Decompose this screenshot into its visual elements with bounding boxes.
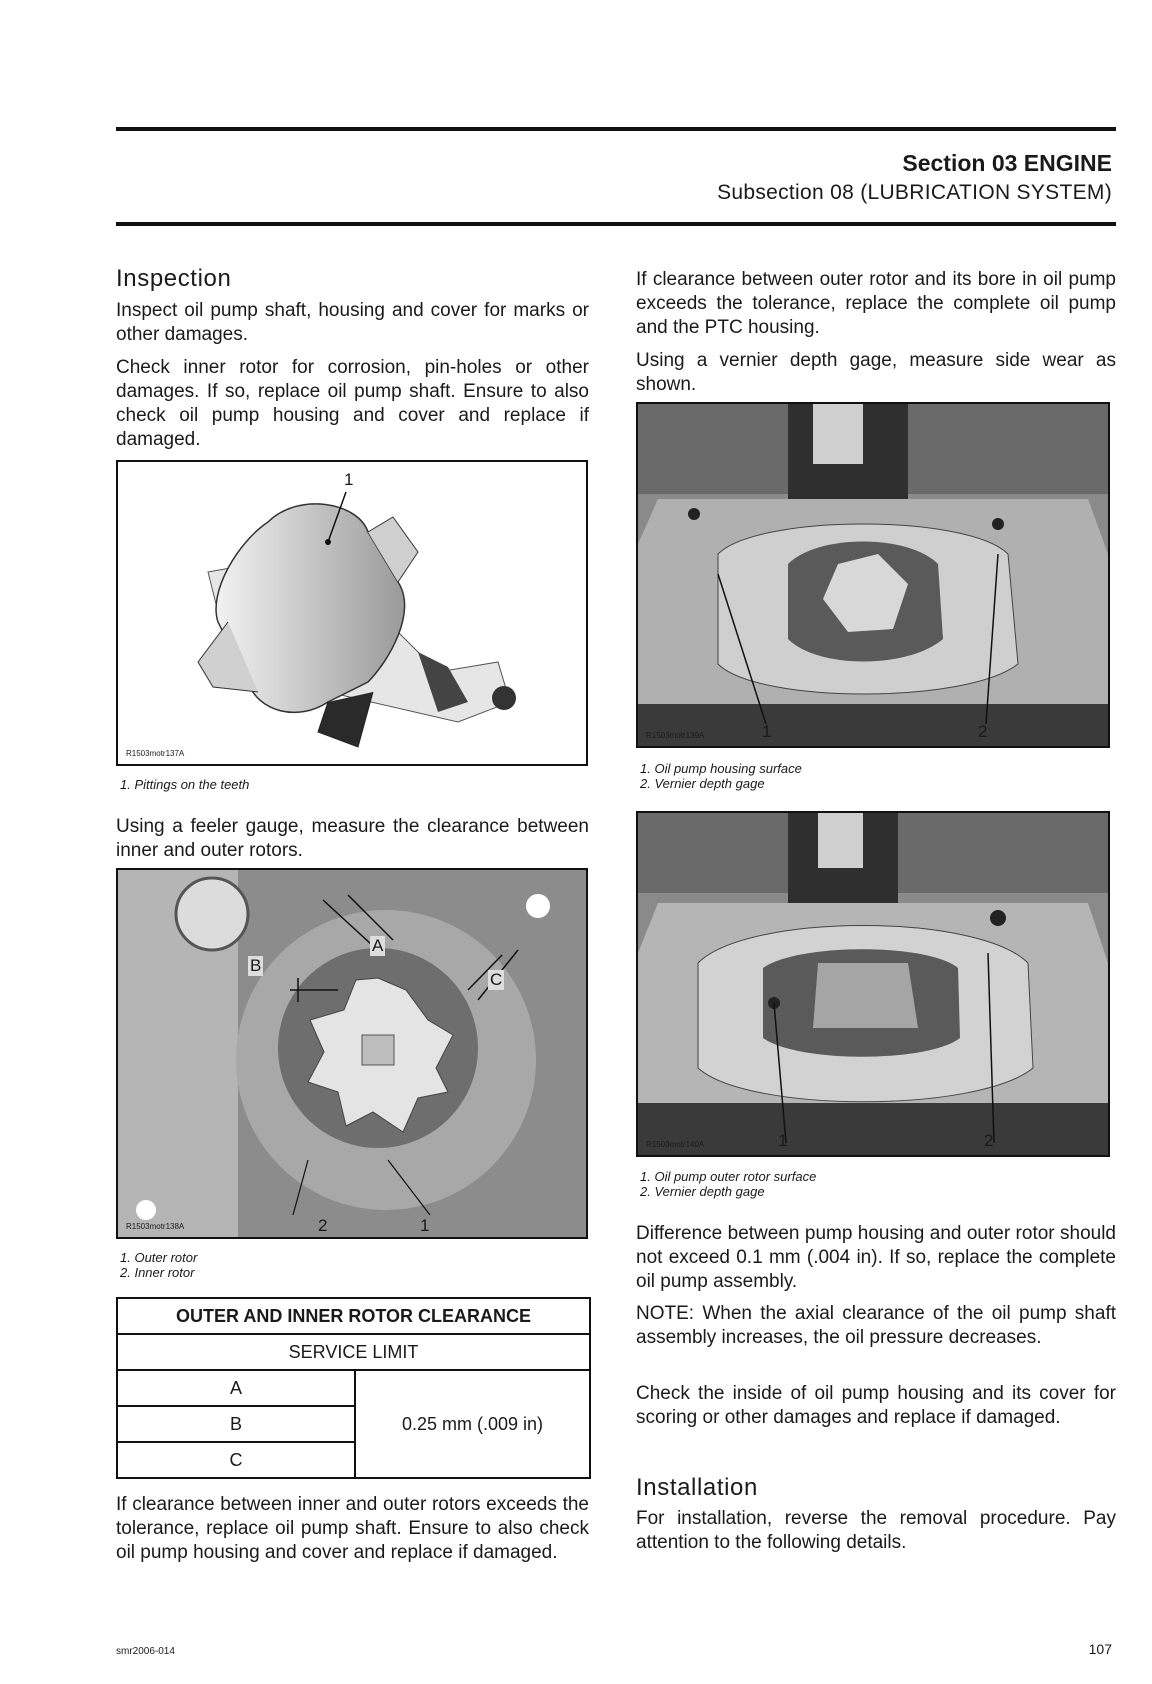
figure4-ref: R1503motr140A [646, 1140, 705, 1149]
rotor-clearance-photo [118, 870, 586, 1237]
note-paragraph [636, 1302, 1116, 1350]
feeler-gauge-paragraph: Using a feeler gauge, measure the clearance between inner and outer rotors. [116, 816, 589, 861]
figure4-caption-1: 1. Oil pump outer rotor surface [640, 1169, 817, 1184]
figure2-caption-1: 1. Outer rotor [120, 1250, 198, 1265]
header-bottom-rule [116, 222, 1116, 226]
figure-outer-rotor-surface [636, 811, 1110, 1157]
figure3-caption-1: 1. Oil pump housing surface [640, 761, 802, 776]
figure2-caption-2: 2. Inner rotor [120, 1265, 195, 1280]
table-title: OUTER AND INNER ROTOR CLEARANCE [117, 1298, 590, 1334]
vernier-paragraph: Using a vernier depth gage, measure side wear as shown. [636, 350, 1116, 395]
outer-rotor-surface-photo [638, 813, 1108, 1155]
header-top-rule [116, 127, 1116, 131]
figure3-callout-1: 1 [762, 722, 772, 741]
figure4-callout-2: 2 [984, 1131, 994, 1150]
figure2-callout-2: 2 [318, 1216, 328, 1235]
figure-housing-surface [636, 402, 1110, 748]
figure1-ref: R1503motr137A [126, 749, 185, 758]
table-subtitle: SERVICE LIMIT [117, 1334, 590, 1370]
table-row-b: B [117, 1406, 355, 1442]
letter-c: C [490, 970, 503, 989]
page-number: 107 [1088, 1641, 1112, 1657]
figure3-caption-2: 2. Vernier depth gage [640, 776, 765, 791]
figure2-callout-1: 1 [420, 1216, 430, 1235]
inspect-paragraph: Inspect oil pump shaft, housing and cover for marks or other damages. [116, 300, 589, 345]
table-row-c: C [117, 1442, 355, 1478]
rotor-shaft-illustration [118, 462, 586, 764]
figure-rotor-shaft [116, 460, 588, 766]
figure4-callout-1: 1 [778, 1131, 788, 1150]
note-label: NOTE: [636, 1303, 695, 1324]
rotor-clearance-table [116, 1297, 591, 1479]
letter-a: A [372, 936, 384, 955]
table-row-a: A [117, 1370, 355, 1406]
check-rotor-paragraph: Check inner rotor for corrosion, pin-holes or other damages. If so, replace oil pump shaft. Ensure to also check oil pump housing and cover and replace if damaged. [116, 357, 589, 450]
section-title: Section 03 ENGINE [902, 150, 1112, 176]
letter-b: B [250, 956, 262, 975]
figure3-callout-2: 2 [978, 722, 988, 741]
inspection-heading: Inspection [116, 265, 232, 292]
figure1-caption: 1. Pittings on the teeth [120, 777, 250, 792]
footer-code: smr2006-014 [116, 1646, 175, 1657]
installation-paragraph: For installation, reverse the removal procedure. Pay attention to the following details. [636, 1508, 1116, 1553]
figure1-callout-1: 1 [344, 470, 354, 489]
table-value: 0.25 mm (.009 in) [355, 1370, 590, 1478]
note-text: When the axial clearance of the oil pump shaft assembly increases, the oil pressure decreases. [636, 1303, 1116, 1348]
scoring-paragraph: Check the inside of oil pump housing and its cover for scoring or other damages and replace if damaged. [636, 1383, 1116, 1428]
outer-rotor-bore-paragraph: If clearance between outer rotor and its bore in oil pump exceeds the tolerance, replace the complete oil pump and the PTC housing. [636, 269, 1116, 338]
housing-surface-photo [638, 404, 1108, 746]
figure4-caption-2: 2. Vernier depth gage [640, 1184, 765, 1199]
difference-paragraph: Difference between pump housing and outer rotor should not exceed 0.1 mm (.004 in). If so, replace the complete oil pump assembly. [636, 1223, 1116, 1292]
figure2-ref: R1503motr138A [126, 1222, 185, 1231]
figure-rotor-clearance [116, 868, 588, 1239]
figure3-ref: R1503motr139A [646, 731, 705, 740]
installation-heading: Installation [636, 1474, 758, 1501]
subsection-title: Subsection 08 (LUBRICATION SYSTEM) [717, 181, 1112, 204]
clearance-exceeds-paragraph: If clearance between inner and outer rotors exceeds the tolerance, replace oil pump shaft. Ensure to also check oil pump housing and cover and replace if damaged. [116, 1494, 589, 1563]
